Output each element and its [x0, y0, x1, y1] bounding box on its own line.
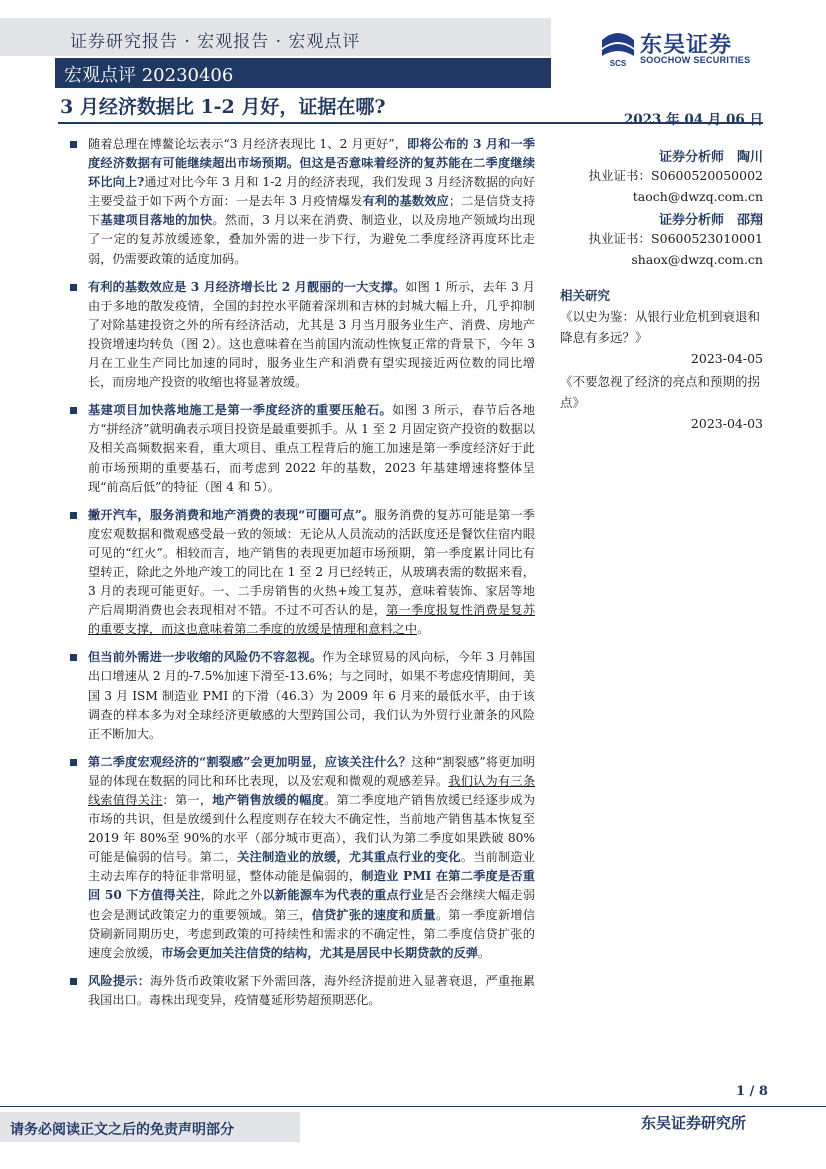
- highlight-run: 有利的基数效应: [362, 194, 449, 209]
- paragraph-consumption: [70, 506, 535, 640]
- report-date: 2023 年 04 月 06 日: [623, 112, 763, 128]
- highlight-run: 第二季度宏观经济的“割裂感”会更加明显，应该关注什么？: [88, 754, 412, 769]
- report-id: 宏观点评 20230406: [64, 65, 234, 86]
- highlight-run: 基建项目加快落地施工是第一季度经济的重要压舱石。: [88, 403, 393, 418]
- footer-divider: [0, 1106, 826, 1107]
- text-run: 是否会继续大幅走弱也会是测试政策定力的重要领域。第三，: [88, 888, 536, 922]
- highlight-run: 即将公布的 3 月和一季度经济数据有可能继续超出市场预期。但这是否意味着经济的复苏能在二季度继续环比向上?: [88, 137, 535, 190]
- paragraph-risk: [70, 972, 535, 1010]
- highlight-run: 有利的基数效应是 3 月经济增长比 2 月靓丽的一大支撑。: [88, 279, 406, 294]
- text-run: 服务消费的复苏可能是第一季度宏观数据和微观感受最一致的领域：无论从人员流动的活跃度还是餐饮住宿内眼可见的“红火”。相较而言，地产销售的表现更加超市场预期，第一季度累计同比有望转正，除此之外地产竣工的同比在 1 至 2 月已经转正，从玻璃表需的数据来看，3 月的表现可能更好。一、二手房销售的火热+竣工复苏，意味着装饰、家居等地产后周期消费也会表现相对不错。不过不可否认的是，: [88, 507, 535, 618]
- footer-institute: 东吴证券研究所: [641, 1114, 747, 1132]
- bullet-square-icon: [70, 141, 77, 148]
- header-category-band: [0, 18, 551, 56]
- sidebar: [560, 105, 763, 434]
- text-run: ，除此之外: [200, 888, 263, 903]
- highlight-run: 但当前外需进一步收缩的风险仍不容忽视。: [88, 650, 323, 665]
- paragraph-base-effect: [70, 278, 535, 393]
- analyst-license: 执业证书：S0600520050002: [588, 168, 763, 183]
- text-run: 这种“割裂感”将更加明显的体现在数据的同比和环比表现，以及宏观和微观的观感差异。: [88, 754, 535, 788]
- text-run: 海外货币政策收紧下外需回落，海外经济提前进入显著衰退，严重拖累我国出口。毒株出现变异，疫情蔓延形势超预期恶化。: [88, 973, 536, 1007]
- analyst-name: 证券分析师 陶川: [658, 150, 763, 165]
- text-run: 。第二季度地产销售放缓已经逐步成为市场的共识，但是放缓到什么程度则存在较大不确定性，当前地产销售基本恢复至 2019 年 80%至 90%的水平（部分城市更高），我们认为第二季度如果跌破 80%可能是偏弱的信号。第二，: [88, 793, 536, 865]
- text-run: 。: [417, 622, 430, 637]
- highlight-run: 地产销售放缓的幅度: [212, 793, 325, 807]
- highlight-run: 基建项目落地的加快: [100, 213, 213, 228]
- related-item-title[interactable]: 《不要忽视了经济的亮点和预期的拐点》: [560, 374, 761, 410]
- highlight-run: 市场会更加关注信贷的结构，尤其是居民中长期贷款的反弹: [161, 945, 478, 960]
- analyst-license: 执业证书：S0600523010001: [588, 231, 763, 246]
- header-report-id-band: [55, 58, 551, 88]
- highlight-run: 以新能源车为代表的重点行业: [262, 888, 424, 903]
- highlight-run: 撇开汽车，服务消费和地产消费的表现“可圈可点”。: [88, 507, 375, 522]
- text-run: 随着总理在博鳌论坛表示“3 月经济表现比 1、2 月更好”，: [88, 137, 408, 151]
- paragraph-summary: [70, 135, 535, 269]
- related-item-date: 2023-04-03: [690, 416, 763, 431]
- footer-disclaimer-band: [0, 1112, 300, 1142]
- text-run: 作为全球贸易的风向标，今年 3 月韩国出口增速从 2 月的-7.5%加速下滑至-13.6%；与之同时，如果不考虑疫情期间，美国 3 月 ISM 制造业 PMI 的下滑（46.3）为 2009 年 6 月来的最低水平，由于该调查的样本多为对全球经济更敏感的大型跨国公司，我们认为外贸行业萧条的风险正不断加大。: [88, 650, 535, 741]
- highlight-run: 信贷扩张的速度和质量: [311, 907, 436, 922]
- logo-text-cn: 东吴证券: [640, 33, 733, 58]
- bullet-square-icon: [70, 407, 77, 414]
- related-item-title[interactable]: 《以史为鉴：从银行业危机到衰退和降息有多远？》: [560, 309, 761, 345]
- related-item-date: 2023-04-05: [690, 351, 763, 366]
- paragraph-external-demand: [70, 648, 535, 743]
- page-title: 3 月经济数据比 1-2 月好，证据在哪?: [60, 96, 386, 118]
- text-run: 。当前制造业主动去库存的特征非常明显，整体动能是偏弱的，: [88, 850, 536, 884]
- underline-run: 第一季度报复性消费是复苏的重要支撑，而这也意味着第二季度的放缓是情理和意料之中: [88, 603, 536, 637]
- logo-mark-text: SCS: [609, 59, 627, 68]
- text-run: 如图 3 所示，春节后各地方“拼经济”就明确表示项目投资是最重要抓手。从 1 至 2 月固定资产投资的数据以及相关高频数据来看，重大项目、重点工程背后的施工加速是第一季度经济好于此前市场预期的重要基石，而考虑到 2022 年的基数，2023 年基建增速将整体呈现“前高后低”的特征（图 4 和 5）。: [88, 403, 535, 494]
- paragraph-infrastructure: [70, 401, 535, 496]
- main-content: [70, 135, 535, 1019]
- company-logo: [598, 26, 768, 70]
- page-number: 1 / 8: [736, 1084, 768, 1099]
- text-run: 。: [478, 945, 491, 960]
- text-run: 。第一季度新增信贷刷新同期历史，考虑到政策的可持续性和需求的不确定性，第二季度信贷扩张的速度会放缓，: [88, 907, 536, 960]
- bullet-square-icon: [70, 654, 77, 661]
- highlight-run: 关注制造业的放缓，尤其重点行业的变化: [237, 850, 461, 865]
- logo-mark-icon: [598, 28, 638, 68]
- analyst-email[interactable]: shaox@dwzq.com.cn: [631, 252, 763, 267]
- analyst-email[interactable]: taoch@dwzq.com.cn: [632, 189, 763, 204]
- text-run: 。然而，3 月以来在消费、制造业，以及房地产领域均出现了一定的复苏放缓迹象，叠加外需的进一步下行，为避免二季度经济再度环比走弱，仍需要政策的适度加码。: [88, 213, 536, 266]
- bullet-square-icon: [70, 978, 77, 985]
- text-run: 如图 1 所示，去年 3 月由于多地的散发疫情，全国的封控水平随着深圳和吉林的封城大幅上升，几乎抑制了对除基建投资之外的所有经济活动，尤其是 3 月当月服务业生产、消费、房地产投资增速均转负（图 2）。这也意味着在当前国内流动性恢复正常的背景下，今年 3 月在工业生产同比加速的同时，服务业生产和消费有望实现接近两位数的同比增长，而房地产投资的收缩也将显著放缓。: [88, 279, 535, 390]
- bullet-square-icon: [70, 284, 77, 291]
- bullet-square-icon: [70, 759, 77, 766]
- related-research-heading: 相关研究: [560, 288, 611, 303]
- text-run: ；二是信贷支持下: [88, 194, 536, 228]
- highlight-run: 制造业 PMI 在第二季度是否重回 50 下方值得关注: [88, 869, 535, 903]
- text-run: 通过对比今年 3 月和 1-2 月的经济表现，我们发现 3 月经济数据的向好主要受益于如下两个方面：一是去年 3 月疫情爆发: [88, 175, 535, 209]
- analyst-name: 证券分析师 邵翔: [658, 213, 763, 228]
- bullet-square-icon: [70, 512, 77, 519]
- report-category: 证券研究报告 · 宏观报告 · 宏观点评: [70, 32, 361, 52]
- text-run: ：第一，: [162, 793, 213, 807]
- logo-text-en: SOOCHOW SECURITIES: [640, 55, 751, 65]
- underline-run: 我们认为有三条线索值得关注: [88, 773, 536, 807]
- paragraph-q2-outlook: [70, 753, 535, 963]
- footer-disclaimer[interactable]: 请务必阅读正文之后的免责声明部分: [10, 1122, 234, 1138]
- highlight-run: 风险提示：: [88, 973, 151, 988]
